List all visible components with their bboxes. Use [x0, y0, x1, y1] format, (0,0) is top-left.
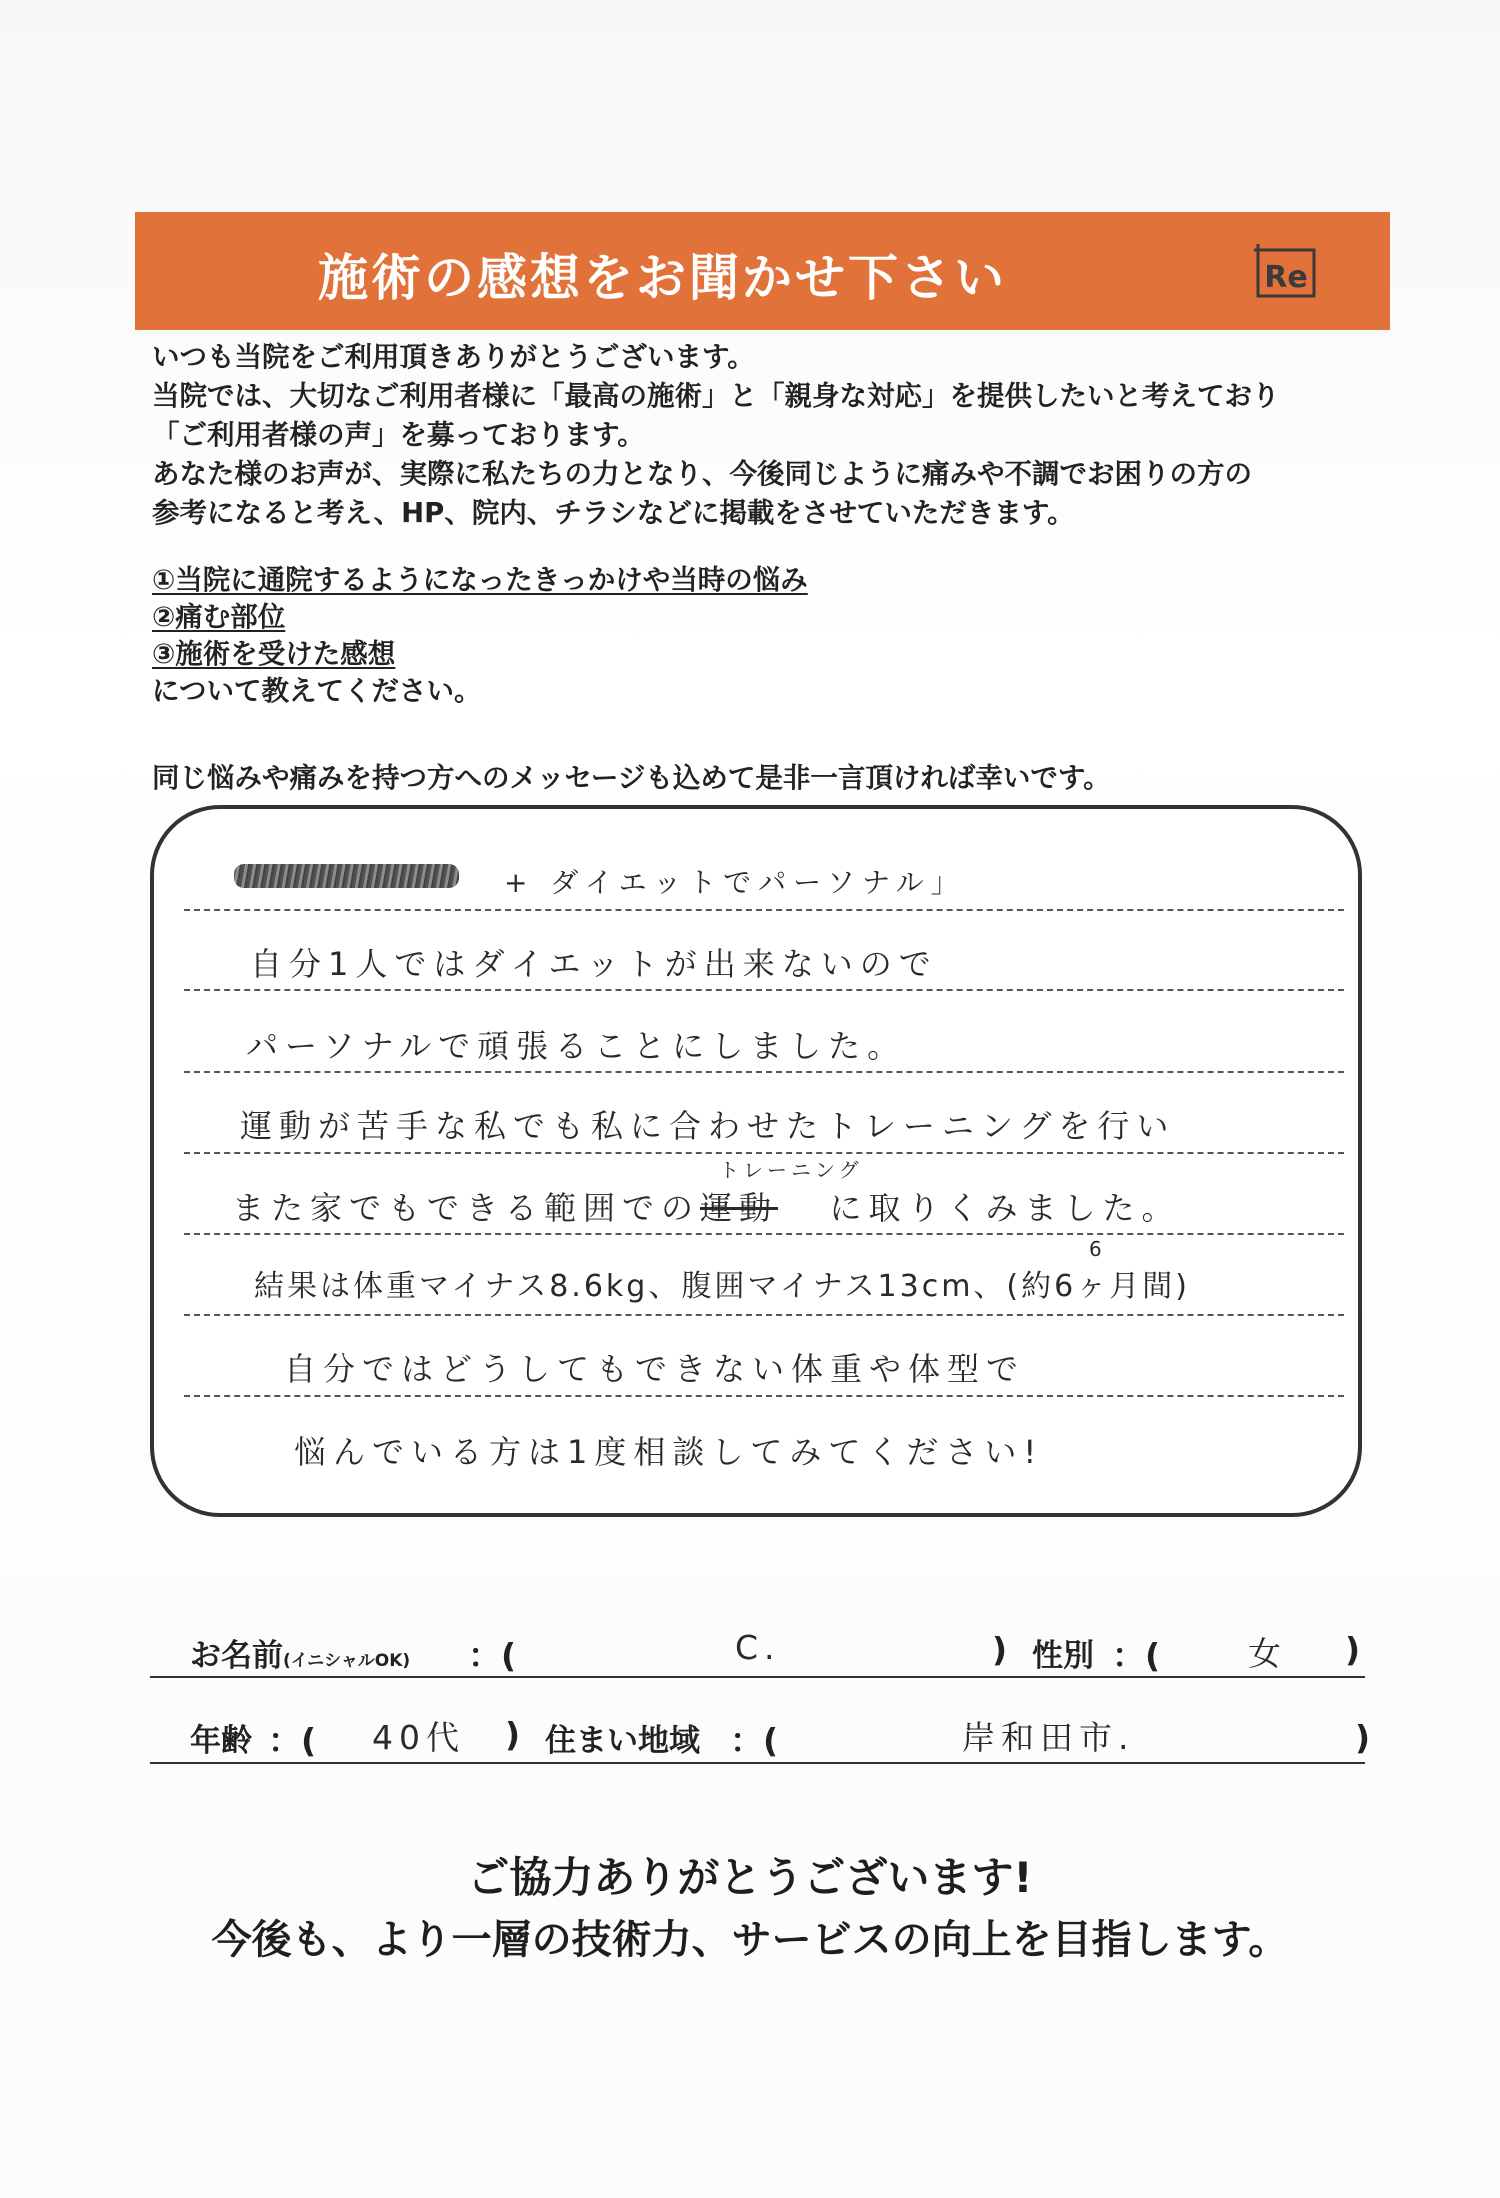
message-prompt: 同じ悩みや痛みを持つ方へのメッセージも込めて是非一言頂ければ幸いです。 [152, 762, 1111, 794]
answer-line-4: 運動が苦手な私でも私に合わせたトレーニングを行い [240, 1107, 1176, 1145]
answer-rule [184, 1314, 1344, 1316]
answer-rule [184, 909, 1344, 911]
close-paren: ) [1345, 1630, 1361, 1669]
struck-word: 運動 [700, 1189, 779, 1227]
colon-paren: ：( [730, 1721, 779, 1760]
header-band [135, 212, 1390, 330]
intro-line: 参考になると考え、HP、院内、チラシなどに掲載をさせていただきます。 [152, 497, 1075, 529]
form-underline [150, 1762, 1365, 1764]
gender-value: 女 [1248, 1634, 1287, 1673]
answer-line-2: 自分1人ではダイエットが出来ないので [250, 945, 938, 983]
answer-line-8: 悩んでいる方は1度相談してみてください! [294, 1433, 1044, 1471]
colon-paren: ：( [268, 1721, 317, 1760]
answer-line-5-b: に取りくみました。 [829, 1189, 1181, 1227]
intro-line: いつも当院をご利用頂きありがとうございます。 [152, 341, 755, 373]
age-value: 40代 [372, 1718, 465, 1757]
answer-rule [184, 1071, 1344, 1073]
intro-line: 「ご利用者様の声」を募っております。 [152, 419, 645, 451]
intro-text [152, 338, 1392, 533]
answer-rule [184, 989, 1344, 991]
name-value: C. [735, 1628, 781, 1667]
answer-rule [184, 1233, 1344, 1235]
redacted-scribble [234, 864, 459, 888]
colon-paren: ：( [468, 1636, 517, 1675]
area-value: 岸和田市. [962, 1718, 1135, 1757]
logo-text: Re [1264, 260, 1308, 295]
intro-line: 当院では、大切なご利用者様に「最高の施術」と「親身な対応」を提供したいと考えており [152, 380, 1280, 412]
answer-box [150, 805, 1362, 1517]
close-paren: ) [505, 1715, 521, 1754]
insertion-note: トレーニング [719, 1158, 863, 1182]
answer-line-1: + ダイエットでパーソナル」 [504, 866, 966, 899]
correction-note: 6 [1089, 1237, 1106, 1261]
colon-paren: ：( [1112, 1636, 1161, 1675]
gender-label: 性別 [1032, 1638, 1094, 1674]
question-3: ③施術を受けた感想 [152, 638, 396, 670]
name-hint: (イニシャルOK) [283, 1651, 411, 1671]
close-paren: ) [1355, 1718, 1371, 1757]
close-paren: ) [992, 1630, 1008, 1669]
age-label: 年齢 [190, 1723, 252, 1759]
question-1: ①当院に通院するようになったきっかけや当時の悩み [152, 564, 808, 596]
closing-message: 今後も、より一層の技術力、サービスの向上を目指します。 [211, 1917, 1289, 1963]
answer-line-7: 自分ではどうしてもできない体重や体型で [284, 1350, 1026, 1388]
question-list [152, 562, 808, 710]
answer-line-3: パーソナルで頑張ることにしました。 [246, 1027, 907, 1065]
thanks-message: ご協力ありがとうございます! [467, 1853, 1033, 1902]
page-title: 施術の感想をお聞かせ下さい [318, 249, 1007, 307]
answer-line-5 [232, 1183, 1181, 1229]
name-label: お名前(イニシャルOK) [190, 1638, 411, 1674]
area-label: 住まい地域 [545, 1723, 700, 1759]
form-underline [150, 1676, 1365, 1678]
intro-line: あなた様のお声が、実際に私たちの力となり、今後同じように痛みや不調でお困りの方の [152, 458, 1252, 490]
answer-line-5-a: また家でもできる範囲での [232, 1189, 701, 1227]
questions-suffix: について教えてください。 [152, 675, 482, 707]
answer-line-6: 結果は体重マイナス8.6kg、腹囲マイナス13cm、(約6ヶ月間) [254, 1269, 1190, 1304]
question-2: ②痛む部位 [152, 601, 286, 633]
re-logo-icon [1254, 242, 1318, 300]
answer-rule [184, 1395, 1344, 1397]
